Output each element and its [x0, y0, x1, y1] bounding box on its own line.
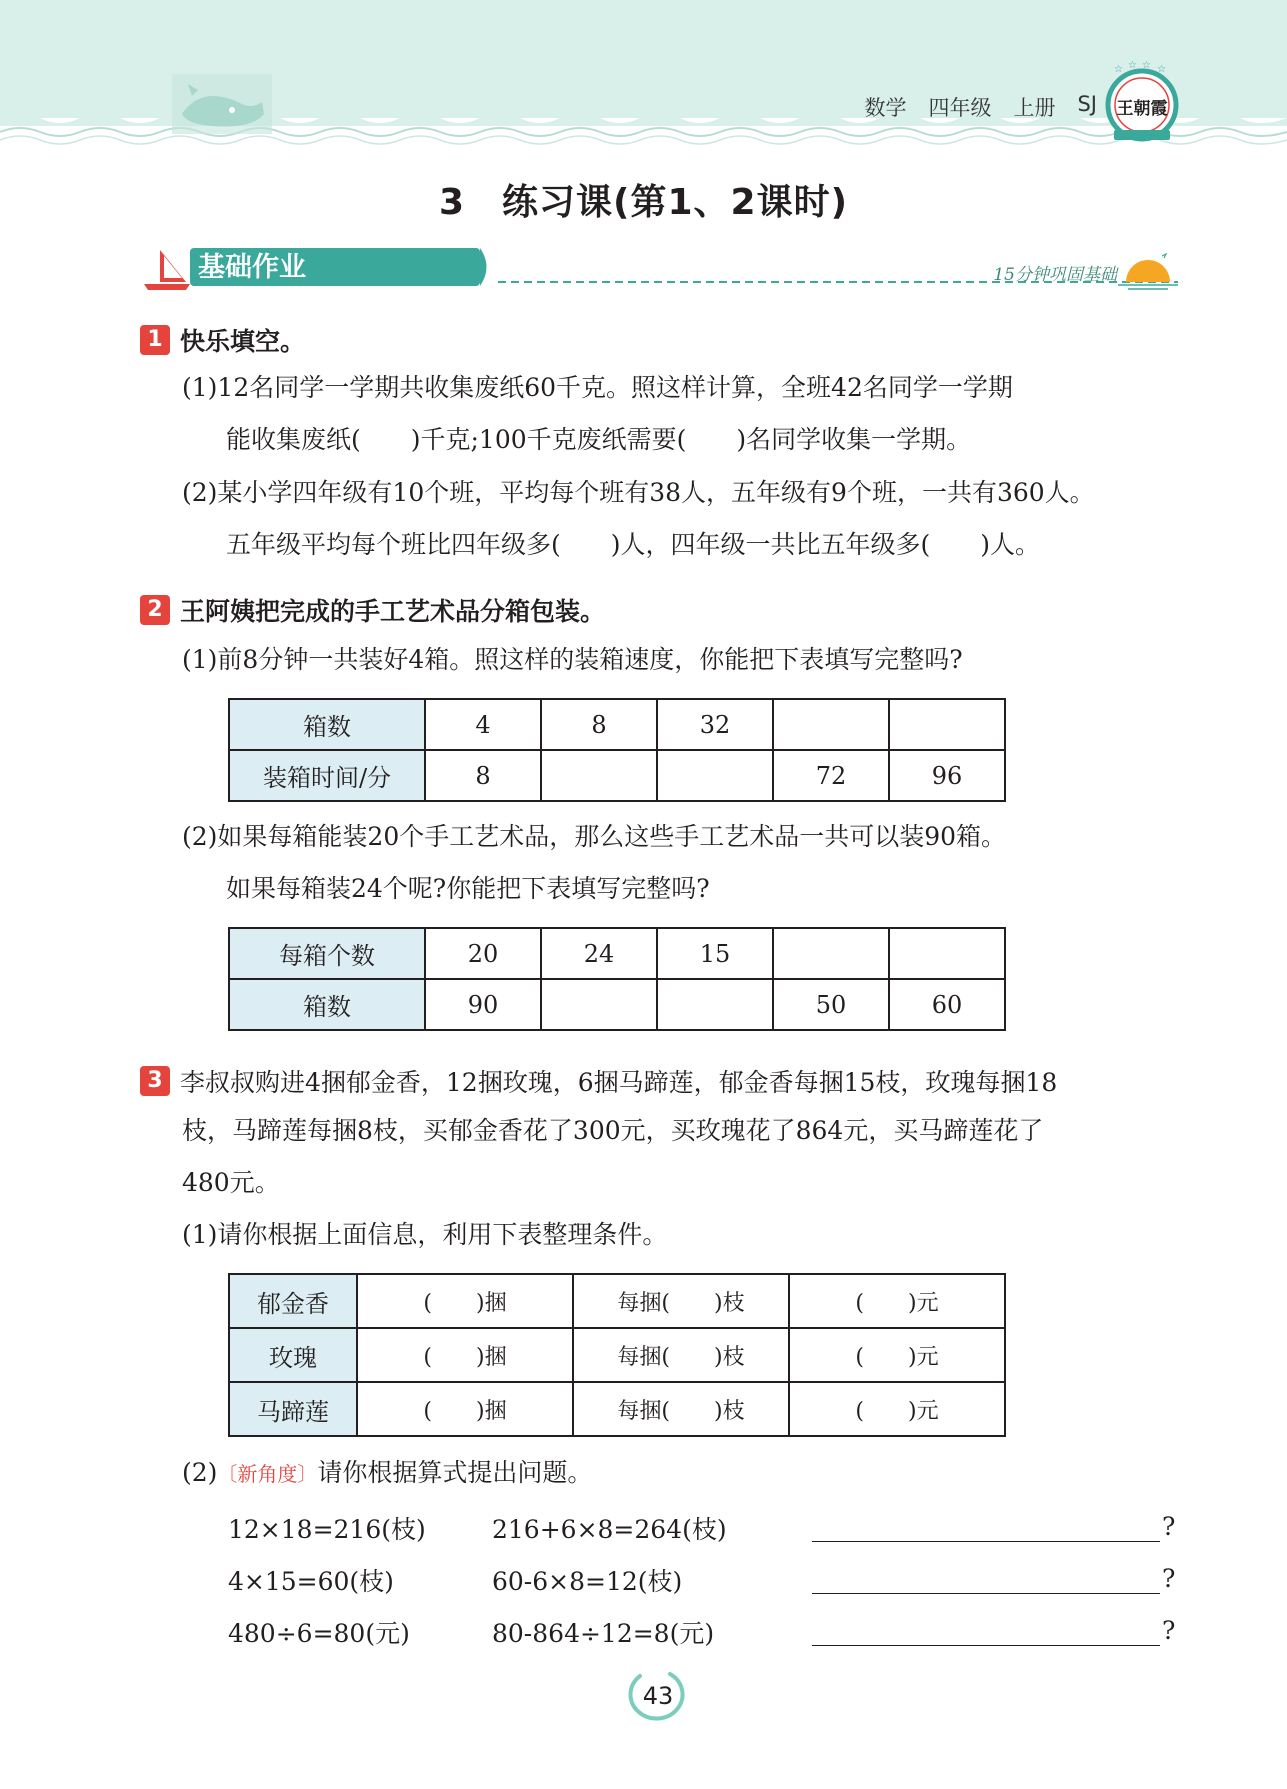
table-row [229, 1274, 1005, 1328]
answer-line[interactable] [812, 1616, 1160, 1646]
answer-line[interactable] [812, 1564, 1160, 1594]
q2-part2-line1: (2)如果每箱能装20个手工艺术品，那么这些手工艺术品一共可以装90箱。 [182, 822, 1007, 851]
sunset-icon [1118, 252, 1178, 292]
q3-part2-prefix: (2) [182, 1458, 218, 1487]
question-number-badge: 2 [140, 595, 170, 625]
svg-text:☆: ☆ [1157, 64, 1166, 75]
q3-part1-text: (1)请你根据上面信息，利用下表整理条件。 [182, 1220, 668, 1249]
table-cell: 15 [657, 928, 773, 979]
section-hint: 15分钟巩固基础 [993, 265, 1117, 285]
answer-line[interactable] [812, 1512, 1160, 1542]
whale-icon [172, 74, 272, 134]
table-row [229, 750, 1005, 801]
flower-conditions-table [228, 1273, 1006, 1437]
row-header: 每箱个数 [229, 928, 425, 979]
q2-part2-line2: 如果每箱装24个呢?你能把下表填写完整吗? [226, 874, 710, 903]
items-per-box-table [228, 927, 1006, 1031]
q3-line3: 480元。 [182, 1168, 280, 1197]
table-cell: 20 [425, 928, 541, 979]
q1-part2-line1: (2)某小学四年级有10个班，平均每个班有38人，五年级有9个班，一共有360人。 [182, 478, 1095, 507]
formula-b: 216+6×8=264(枝) [492, 1515, 727, 1544]
svg-text:☆: ☆ [1128, 60, 1137, 71]
table-cell: 8 [425, 750, 541, 801]
question-1-title: 快乐填空。 [180, 327, 306, 356]
formula-b: 60-6×8=12(枝) [492, 1567, 683, 1596]
blank-cell[interactable]: ( )元 [789, 1328, 1005, 1382]
table-row [229, 979, 1005, 1030]
question-number-badge: 1 [140, 325, 170, 355]
table-cell: 96 [889, 750, 1005, 801]
table-cell: 32 [657, 699, 773, 750]
blank-cell[interactable]: ( )元 [789, 1274, 1005, 1328]
blank-cell[interactable]: ( )捆 [357, 1382, 573, 1436]
subject-label: 数学 [864, 96, 907, 120]
blank-cell[interactable]: ( )捆 [357, 1274, 573, 1328]
question-3-heading [140, 1063, 1057, 1099]
svg-text:☆: ☆ [1142, 60, 1151, 71]
table-cell: 60 [889, 979, 1005, 1030]
row-header: 郁金香 [229, 1274, 357, 1328]
question-mark: ? [1162, 1512, 1176, 1541]
grade-label: 四年级 [928, 96, 992, 120]
svg-text:☆: ☆ [1114, 64, 1123, 75]
blank-cell[interactable]: 每捆( )枝 [573, 1382, 789, 1436]
blank-cell[interactable] [889, 699, 1005, 750]
table-row [229, 1328, 1005, 1382]
volume-label: 上册 [1013, 96, 1056, 120]
question-2-title: 王阿姨把完成的手工艺术品分箱包装。 [180, 597, 606, 626]
book-info [864, 92, 1097, 122]
table-cell: 4 [425, 699, 541, 750]
blank-cell[interactable]: ( )元 [789, 1382, 1005, 1436]
edition-label: SJ [1077, 92, 1097, 116]
new-angle-tag: 〔新角度〕 [217, 1462, 318, 1486]
blank-cell[interactable] [889, 928, 1005, 979]
table-cell: 90 [425, 979, 541, 1030]
q3-line1: 李叔叔购进4捆郁金香，12捆玫瑰，6捆马蹄莲，郁金香每捆15枝，玫瑰每捆18 [180, 1068, 1058, 1097]
page-number: 43 [642, 1682, 674, 1710]
question-number-badge: 3 [140, 1066, 170, 1096]
packing-time-table [228, 698, 1006, 802]
q1-part2-line2: 五年级平均每个班比四年级多( )人，四年级一共比五年级多( )人。 [226, 530, 1041, 559]
table-cell: 8 [541, 699, 657, 750]
table-row [229, 1382, 1005, 1436]
section-label: 基础作业 [198, 252, 306, 283]
table-row [229, 928, 1005, 979]
blank-cell[interactable] [657, 750, 773, 801]
table-cell: 72 [773, 750, 889, 801]
row-header: 马蹄莲 [229, 1382, 357, 1436]
blank-cell[interactable]: 每捆( )枝 [573, 1274, 789, 1328]
question-mark: ? [1162, 1616, 1176, 1645]
table-row [229, 699, 1005, 750]
q3-part2-text [182, 1458, 592, 1489]
table-cell: 24 [541, 928, 657, 979]
row-header: 箱数 [229, 979, 425, 1030]
row-header: 玫瑰 [229, 1328, 357, 1382]
blank-cell[interactable] [773, 699, 889, 750]
q3-line2: 枝，马蹄莲每捆8枝，买郁金香花了300元，买玫瑰花了864元，买马蹄莲花了 [182, 1116, 1044, 1145]
question-2-heading [140, 592, 605, 628]
blank-cell[interactable] [657, 979, 773, 1030]
formula-a: 12×18=216(枝) [228, 1515, 426, 1544]
formula-a: 4×15=60(枝) [228, 1567, 394, 1596]
q3-part2-instruction: 请你根据算式提出问题。 [317, 1458, 593, 1487]
row-header: 装箱时间/分 [229, 750, 425, 801]
q1-part1-line2: 能收集废纸( )千克;100千克废纸需要( )名同学收集一学期。 [226, 425, 972, 454]
table-cell: 50 [773, 979, 889, 1030]
page-title: 3 练习课(第1、2课时) [438, 182, 849, 223]
brand-logo-text: 王朝霞 [1116, 99, 1168, 119]
page-header [0, 0, 1287, 160]
question-mark: ? [1162, 1564, 1176, 1593]
blank-cell[interactable] [773, 928, 889, 979]
blank-cell[interactable]: 每捆( )枝 [573, 1328, 789, 1382]
q1-part1-line1: (1)12名同学一学期共收集废纸60千克。照这样计算，全班42名同学一学期 [182, 373, 1013, 402]
formula-a: 480÷6=80(元) [228, 1619, 410, 1648]
blank-cell[interactable] [541, 750, 657, 801]
blank-cell[interactable] [541, 979, 657, 1030]
row-header: 箱数 [229, 699, 425, 750]
blank-cell[interactable]: ( )捆 [357, 1328, 573, 1382]
q2-part1-text: (1)前8分钟一共装好4箱。照这样的装箱速度，你能把下表填写完整吗? [182, 645, 963, 674]
formula-b: 80-864÷12=8(元) [492, 1619, 715, 1648]
question-1-heading [140, 322, 305, 358]
